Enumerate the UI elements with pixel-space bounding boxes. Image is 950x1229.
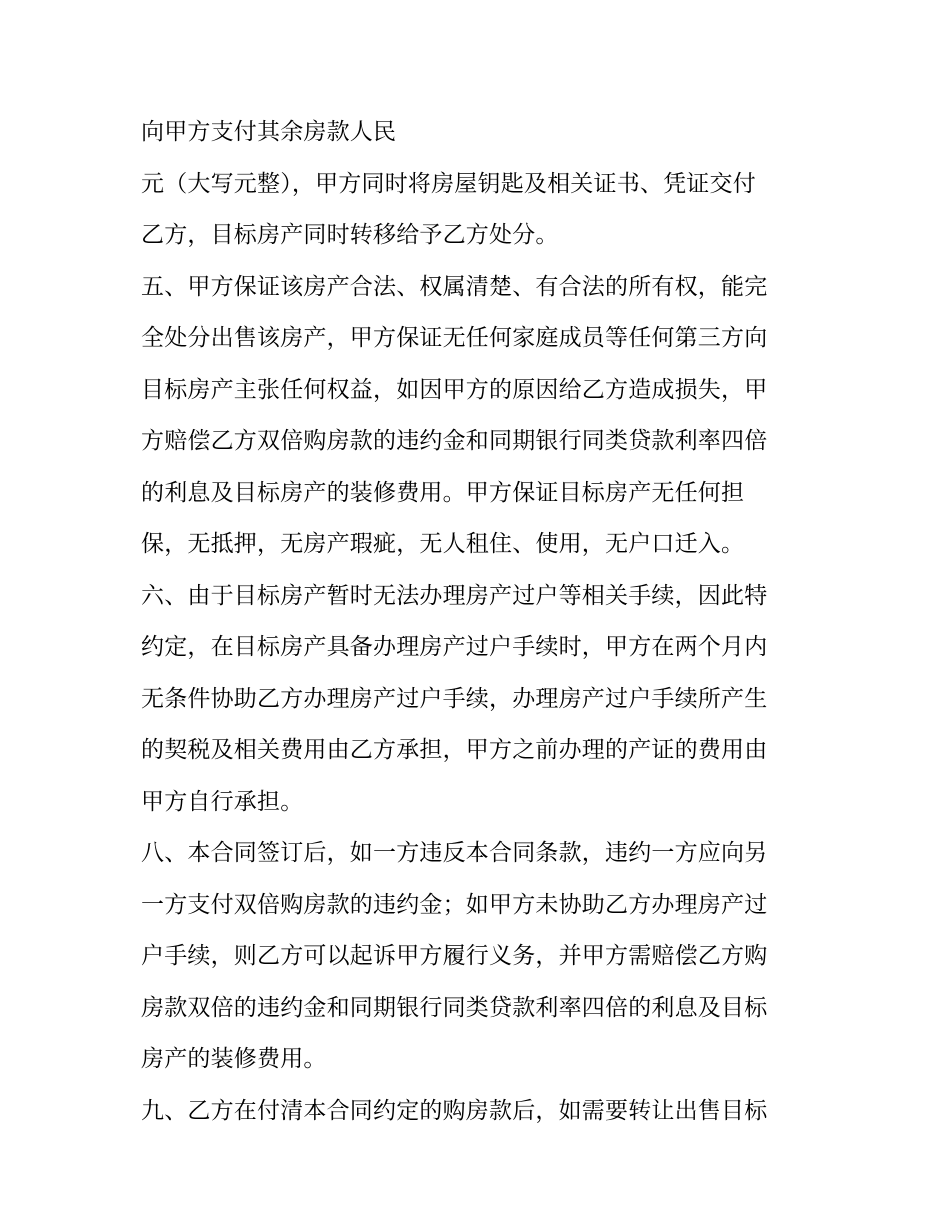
text-line: 户手续，则乙方可以起诉甲方履行义务，并甲方需赔偿乙方购 bbox=[141, 943, 768, 969]
text-line: 元（大写元整），甲方同时将房屋钥匙及相关证书、凭证交付 bbox=[141, 170, 756, 197]
text-line: 方赔偿乙方双倍购房款的违约金和同期银行同类贷款利率四倍 bbox=[141, 428, 768, 454]
text-line: 九、乙方在付清本合同约定的购房款后，如需要转让出售目标 bbox=[141, 1097, 768, 1124]
text-line: 全处分出售该房产，甲方保证无任何家庭成员等任何第三方向 bbox=[141, 325, 768, 351]
text-line: 八、本合同签订后，如一方违反本合同条款，违约一方应向另 bbox=[141, 840, 768, 866]
contract-text bbox=[141, 107, 821, 1137]
text-line: 无条件协助乙方办理房产过户手续，办理房产过户手续所产生 bbox=[141, 685, 768, 712]
text-line: 六、由于目标房产暂时无法办理房产过户等相关手续，因此特 bbox=[141, 582, 768, 609]
text-line: 约定，在目标房产具备办理房产过户手续时，甲方在两个月内 bbox=[141, 634, 768, 660]
text-line: 乙方，目标房产同时转移给予乙方处分。 bbox=[141, 222, 559, 248]
text-line: 向甲方支付其余房款人民 bbox=[141, 119, 397, 145]
text-line: 五、甲方保证该房产合法、权属清楚、有合法的所有权，能完 bbox=[141, 273, 768, 300]
text-line: 房产的装修费用。 bbox=[141, 1046, 327, 1072]
text-line: 目标房产主张任何权益，如因甲方的原因给乙方造成损失，甲 bbox=[141, 376, 768, 403]
text-line: 的利息及目标房产的装修费用。甲方保证目标房产无任何担 bbox=[141, 479, 745, 506]
text-line: 一方支付双倍购房款的违约金；如甲方未协助乙方办理房产过 bbox=[141, 891, 768, 918]
text-line: 的契税及相关费用由乙方承担，甲方之前办理的产证的费用由 bbox=[141, 737, 768, 763]
text-line: 甲方自行承担。 bbox=[141, 788, 304, 815]
text-line: 房款双倍的违约金和同期银行同类贷款利率四倍的利息及目标 bbox=[141, 994, 768, 1021]
text-line: 保，无抵押，无房产瑕疵，无人租住、使用，无户口迁入。 bbox=[141, 531, 745, 557]
